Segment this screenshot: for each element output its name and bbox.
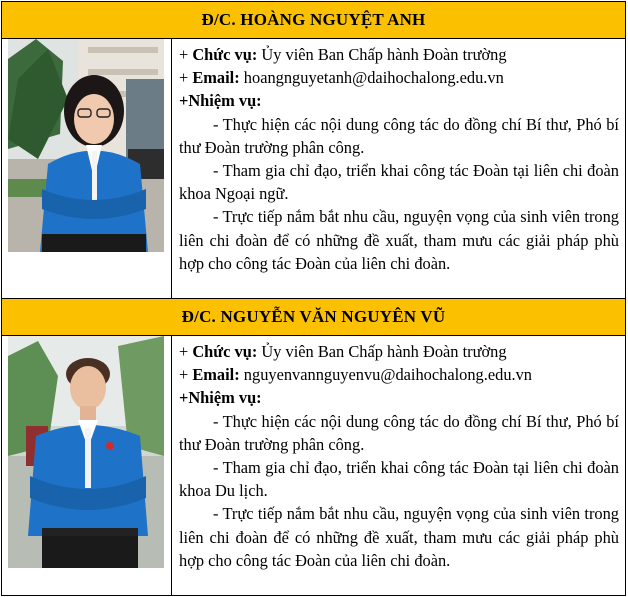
position-line	[179, 340, 619, 363]
email-line	[179, 363, 619, 386]
email-value: hoangnguyetanh@daihochalong.edu.vn	[239, 68, 504, 88]
member-name-header: Đ/C. NGUYỄN VĂN NGUYÊN VŨ	[2, 299, 626, 336]
position-value: Ủy viên Ban Chấp hành Đoàn trường	[257, 342, 507, 361]
member-table	[1, 1, 626, 596]
position-value: Ủy viên Ban Chấp hành Đoàn trường	[257, 45, 507, 64]
duty-item: - Trực tiếp nắm bắt nhu cầu, nguyện vọng của sinh viên trong liên chi đoàn để có những đề xuất, tham mưu các giải pháp phù hợp cho công tác Đoàn của liên chi đoàn.	[179, 504, 619, 570]
duty-item: - Thực hiện các nội dung công tác do đồng chí Bí thư, Phó bí thư Đoàn trường phân công.	[179, 114, 619, 157]
email-label: Email:	[192, 68, 240, 88]
duty-item: - Trực tiếp nắm bắt nhu cầu, nguyện vọng của sinh viên trong liên chi đoàn để có những đề xuất, tham mưu các giải pháp phù hợp cho công tác Đoàn của liên chi đoàn.	[179, 207, 619, 273]
duty-item: - Tham gia chỉ đạo, triển khai công tác Đoàn tại liên chi đoàn khoa Ngoại ngữ.	[179, 161, 619, 204]
member-portrait	[8, 39, 164, 252]
member-photo-cell	[2, 39, 172, 299]
position-line	[179, 43, 619, 66]
email-line	[179, 66, 619, 89]
email-label: Email:	[192, 365, 240, 385]
email-prefix: +	[179, 365, 193, 385]
member-photo-cell	[2, 336, 172, 596]
member-portrait	[8, 336, 164, 568]
position-prefix: +	[179, 342, 193, 361]
duty-item: - Thực hiện các nội dung công tác do đồng chí Bí thư, Phó bí thư Đoàn trường phân công.	[179, 411, 619, 454]
email-prefix: +	[179, 68, 193, 88]
position-prefix: +	[179, 45, 193, 64]
duties-label: +Nhiệm vụ:	[179, 388, 262, 408]
member-info-cell	[172, 336, 626, 596]
member-info-cell	[172, 39, 626, 299]
position-label: Chức vụ:	[192, 342, 258, 361]
duty-item: - Tham gia chỉ đạo, triển khai công tác Đoàn tại liên chi đoàn khoa Du lịch.	[179, 458, 619, 501]
email-value: nguyenvannguyenvu@daihochalong.edu.vn	[239, 365, 533, 385]
position-label: Chức vụ:	[192, 45, 258, 64]
duties-label: +Nhiệm vụ:	[179, 91, 262, 111]
member-name-header: Đ/C. HOÀNG NGUYỆT ANH	[2, 2, 626, 39]
